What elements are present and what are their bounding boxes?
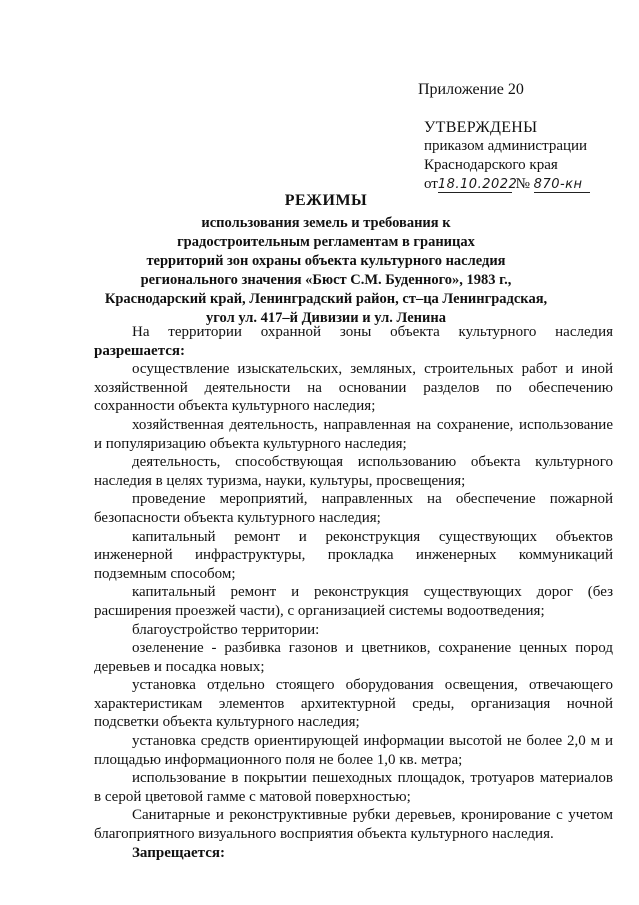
forbidden-heading: Запрещается: bbox=[132, 844, 226, 861]
paragraph-11: использование в покрытии пешеходных площадок, тротуаров материалов в серой цветовой гамме с матовой поверхностью; bbox=[94, 770, 613, 805]
title-line-3: территорий зон охраны объекта культурного наследия bbox=[146, 253, 506, 269]
order-number-prefix: № bbox=[515, 176, 530, 192]
intro-paragraph bbox=[94, 323, 613, 342]
title-line-6: угол ул. 417–й Дивизии и ул. Ленина bbox=[206, 310, 446, 326]
approved-by-line-2: Краснодарского края bbox=[424, 157, 558, 173]
approved-by-line-1: приказом администрации bbox=[424, 138, 588, 154]
paragraph-12: Санитарные и реконструктивные рубки деревьев, кронирование с учетом благоприятного визуального восприятия объекта культурного наследия. bbox=[94, 807, 613, 843]
title-line-2: градостроительным регламентам в границах bbox=[177, 234, 475, 250]
paragraph-3: деятельность, способствующая использованию объекта культурного наследия в целях туризма, науки, культуры, просвещения; bbox=[94, 454, 613, 489]
appendix-label: Приложение 20 bbox=[418, 81, 524, 98]
title-line-4: регионального значения «Бюст С.М. Буденного», 1983 г., bbox=[140, 272, 512, 288]
intro-text: На территории охранной зоны объекта культурного наследия bbox=[132, 324, 613, 340]
approval-block bbox=[424, 118, 590, 194]
paragraph-6: капитальный ремонт и реконструкция существующих дорог (без расширения проезжей части), с организацией системы водоотведения; bbox=[94, 584, 613, 619]
title-main: РЕЖИМЫ bbox=[284, 192, 368, 209]
paragraph-5: капитальный ремонт и реконструкция существующих объектов инженерной инфраструктуры, прокладка инженерных коммуникаций подземным способом; bbox=[94, 528, 613, 582]
approved-word: УТВЕРЖДЕНЫ bbox=[424, 119, 538, 136]
paragraph-7: благоустройство территории: bbox=[132, 621, 320, 638]
paragraph-8: озеленение - разбивка газонов и цветников, сохранение ценных пород деревьев и посадка новых; bbox=[94, 640, 613, 675]
order-number-handwritten: 870-кн bbox=[534, 177, 590, 193]
paragraph-1: осуществление изыскательских, земляных, строительных работ и иной хозяйственной деятельности на основании разделов по обеспечению сохранности объекта культурного наследия; bbox=[94, 361, 613, 415]
document-body bbox=[94, 323, 613, 862]
paragraph-9: установка отдельно стоящего оборудования освещения, отвечающего характеристикам элементов архитектурной среды, организация ночной подсветки объекта культурного наследия; bbox=[94, 677, 613, 731]
paragraph-4: проведение мероприятий, направленных на обеспечение пожарной безопасности объекта культурного наследия; bbox=[94, 491, 613, 526]
title-line-5: Краснодарский край, Ленинградский район, ст–ца Ленинградская, bbox=[104, 291, 548, 307]
document-title bbox=[86, 190, 566, 328]
allowed-heading: разрешается: bbox=[94, 342, 186, 359]
order-date-handwritten: 18.10.2022 bbox=[437, 177, 518, 192]
order-from-prefix: от bbox=[424, 176, 438, 192]
paragraph-10: установка средств ориентирующей информации высотой не более 2,0 м и площадью информационного поля не более 1,0 кв. метра; bbox=[94, 733, 613, 768]
paragraph-2: хозяйственная деятельность, направленная на сохранение, использование и популяризацию объекта культурного наследия; bbox=[94, 416, 613, 452]
title-line-1: использования земель и требования к bbox=[201, 215, 451, 231]
